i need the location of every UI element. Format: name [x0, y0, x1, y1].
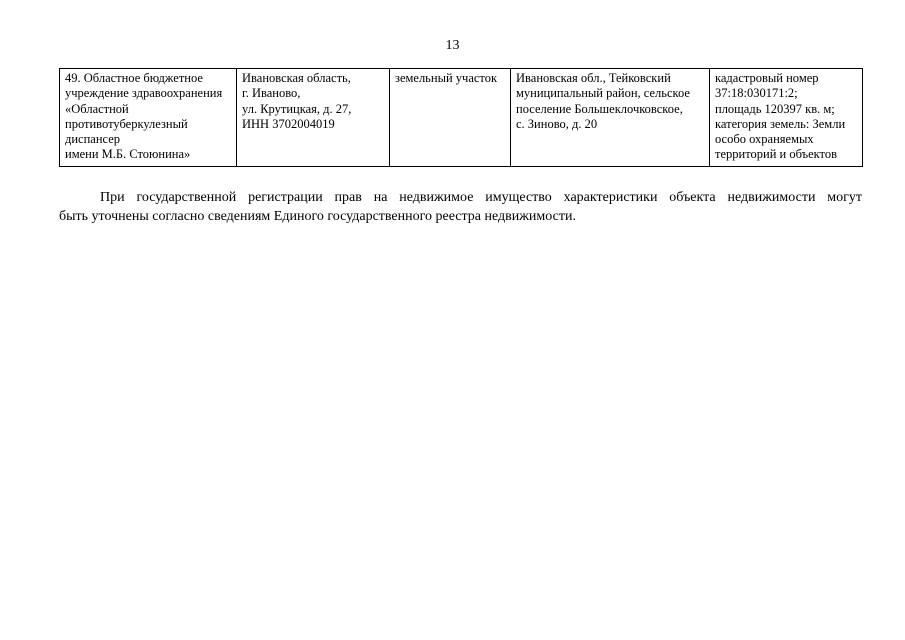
location-cell	[511, 69, 710, 167]
location-line: Ивановская обл., Тейковский	[516, 71, 671, 85]
page-number: 13	[445, 38, 460, 53]
address-line: г. Иваново,	[242, 86, 301, 101]
organization-line: «Областной	[65, 101, 129, 116]
address-line: ул. Крутицкая, д. 27,	[242, 101, 352, 116]
characteristics-line: 37:18:030171:2;	[715, 86, 798, 101]
characteristics-line: категория земель: Земли	[715, 116, 846, 131]
characteristics-line: территорий и объектов	[715, 147, 837, 162]
characteristics-line: кадастровый номер	[715, 71, 819, 85]
organization-line: имени М.Б. Стоюнина»	[65, 147, 191, 162]
location-line: с. Зиново, д. 20	[516, 116, 598, 131]
note-line: При государственной регистрации прав на недвижимое имущество характеристики объекта недвижимости могут	[100, 190, 862, 205]
organization-line: 49. Областное бюджетное	[65, 71, 203, 85]
object-type-cell	[390, 69, 511, 167]
address-line: Ивановская область,	[242, 71, 351, 85]
property-table	[59, 68, 863, 167]
table-row	[60, 69, 863, 167]
location-line: муниципальный район, сельское	[516, 86, 690, 101]
organization-line: противотуберкулезный	[65, 116, 188, 131]
location-line: поселение Большеклочковское,	[516, 101, 683, 116]
organization-cell	[60, 69, 237, 167]
characteristics-cell	[710, 69, 863, 167]
characteristics-line: площадь 120397 кв. м;	[715, 101, 835, 116]
organization-line: диспансер	[65, 132, 121, 147]
organization-line: учреждение здравоохранения	[65, 86, 223, 101]
address-cell	[237, 69, 390, 167]
registration-note	[59, 188, 862, 226]
object-type-line: земельный участок	[395, 71, 498, 85]
address-line: ИНН 3702004019	[242, 116, 335, 131]
characteristics-line: особо охраняемых	[715, 132, 814, 147]
note-line: быть уточнены согласно сведениям Единого государственного реестра недвижимости.	[59, 209, 576, 224]
